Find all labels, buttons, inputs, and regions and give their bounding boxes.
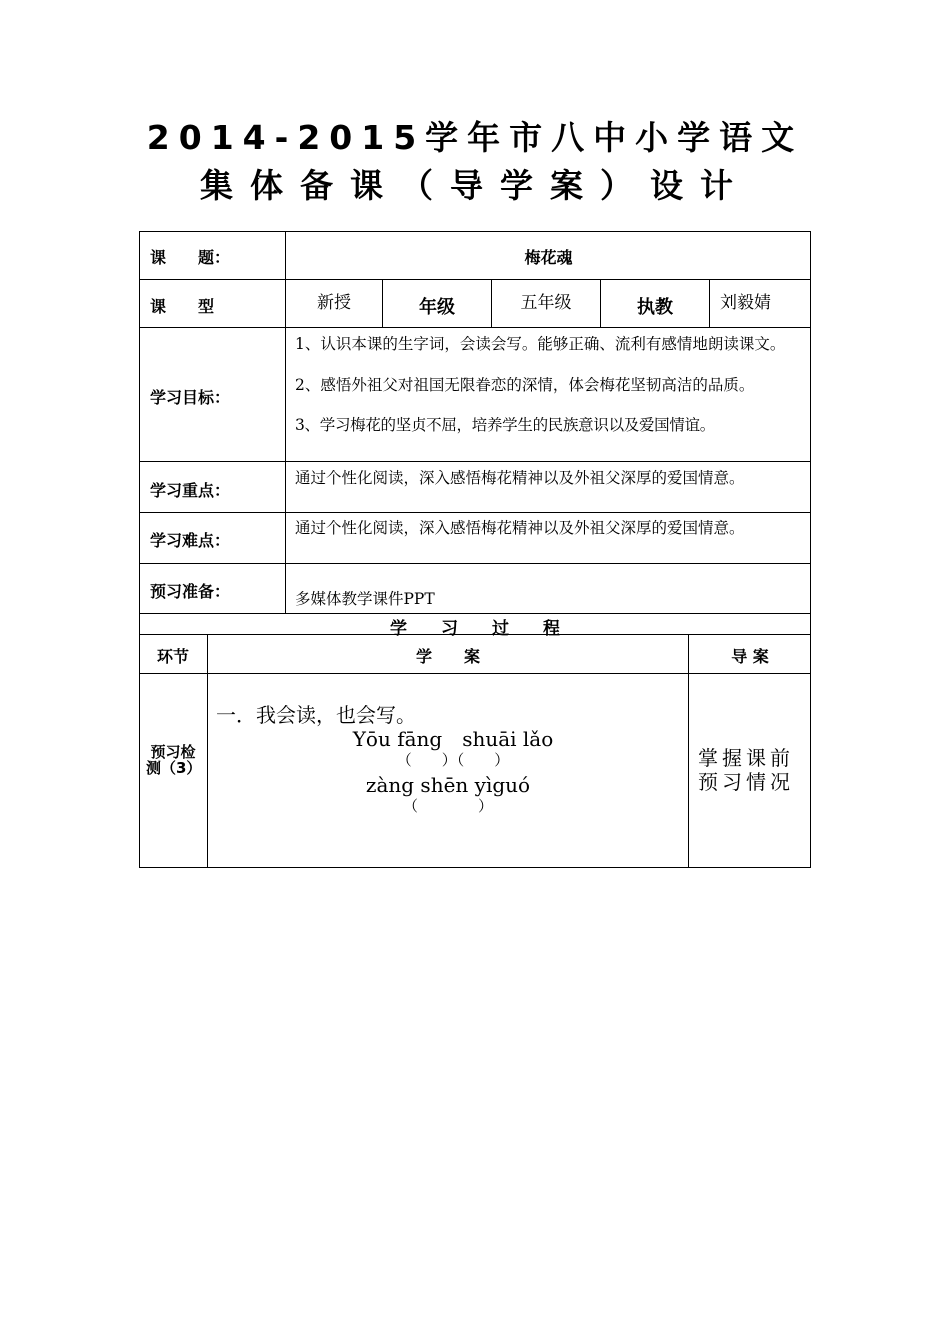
teacher-label: 执教 — [637, 297, 673, 318]
difficulty-value: 通过个性化阅读，深入感悟梅花精神以及外祖父深厚的爱国情意。 — [295, 519, 745, 537]
guide-note: 掌握课前预习情况 — [698, 746, 794, 794]
row-divider — [139, 673, 811, 674]
document-title-line2: 集体备课（导学案）设计 — [200, 166, 750, 205]
col-header-guide: 导 案 — [731, 647, 769, 666]
pinyin-line-1: Yōu fāng shuāi lǎo — [352, 727, 554, 751]
process-title: 学 习 过 程 — [390, 619, 560, 639]
col-header-plan: 学 案 — [415, 647, 480, 666]
type-value: 新授 — [317, 293, 351, 313]
col-divider — [709, 279, 710, 327]
key-points-value: 通过个性化阅读，深入感悟梅花精神以及外祖父深厚的爱国情意。 — [295, 469, 745, 487]
row-divider — [139, 279, 811, 280]
prep-value: 多媒体教学课件PPT — [295, 590, 435, 608]
exercise-heading: 一．我会读，也会写。 — [216, 703, 416, 727]
row-divider — [139, 461, 811, 462]
row-divider — [139, 563, 811, 564]
row-divider — [139, 512, 811, 513]
prep-label: 预习准备： — [150, 582, 231, 601]
goal-item-1: 1、认识本课的生字词，会读会写。能够正确、流利有感情地朗读课文。 — [295, 335, 786, 353]
answer-blanks-2: （ ） — [402, 797, 493, 815]
col-divider — [285, 231, 286, 613]
col-header-stage: 环节 — [156, 647, 189, 666]
topic-label: 课 题： — [150, 248, 231, 267]
type-label: 课 型 — [150, 297, 215, 316]
grade-value: 五年级 — [520, 293, 572, 313]
document-title-line1: 2014-2015学年市八中小学语文 — [146, 118, 804, 157]
grade-label: 年级 — [419, 297, 455, 318]
goal-item-3: 3、学习梅花的坚贞不屈，培养学生的民族意识以及爱国情谊。 — [295, 416, 715, 434]
row-divider — [139, 327, 811, 328]
teacher-value: 刘毅婧 — [720, 293, 771, 313]
difficulty-label: 学习难点： — [150, 531, 231, 550]
answer-blanks-1: （ ）（ ） — [396, 751, 510, 769]
goals-label: 学习目标： — [150, 388, 231, 407]
key-points-label: 学习重点： — [150, 481, 231, 500]
stage-preview-check: 预习检测（3） — [146, 743, 202, 777]
topic-value: 梅花魂 — [524, 248, 573, 267]
pinyin-line-2: zàng shēn yìguó — [365, 773, 531, 797]
goal-item-2: 2、感悟外祖父对祖国无限眷恋的深情，体会梅花坚韧高洁的品质。 — [295, 376, 755, 394]
